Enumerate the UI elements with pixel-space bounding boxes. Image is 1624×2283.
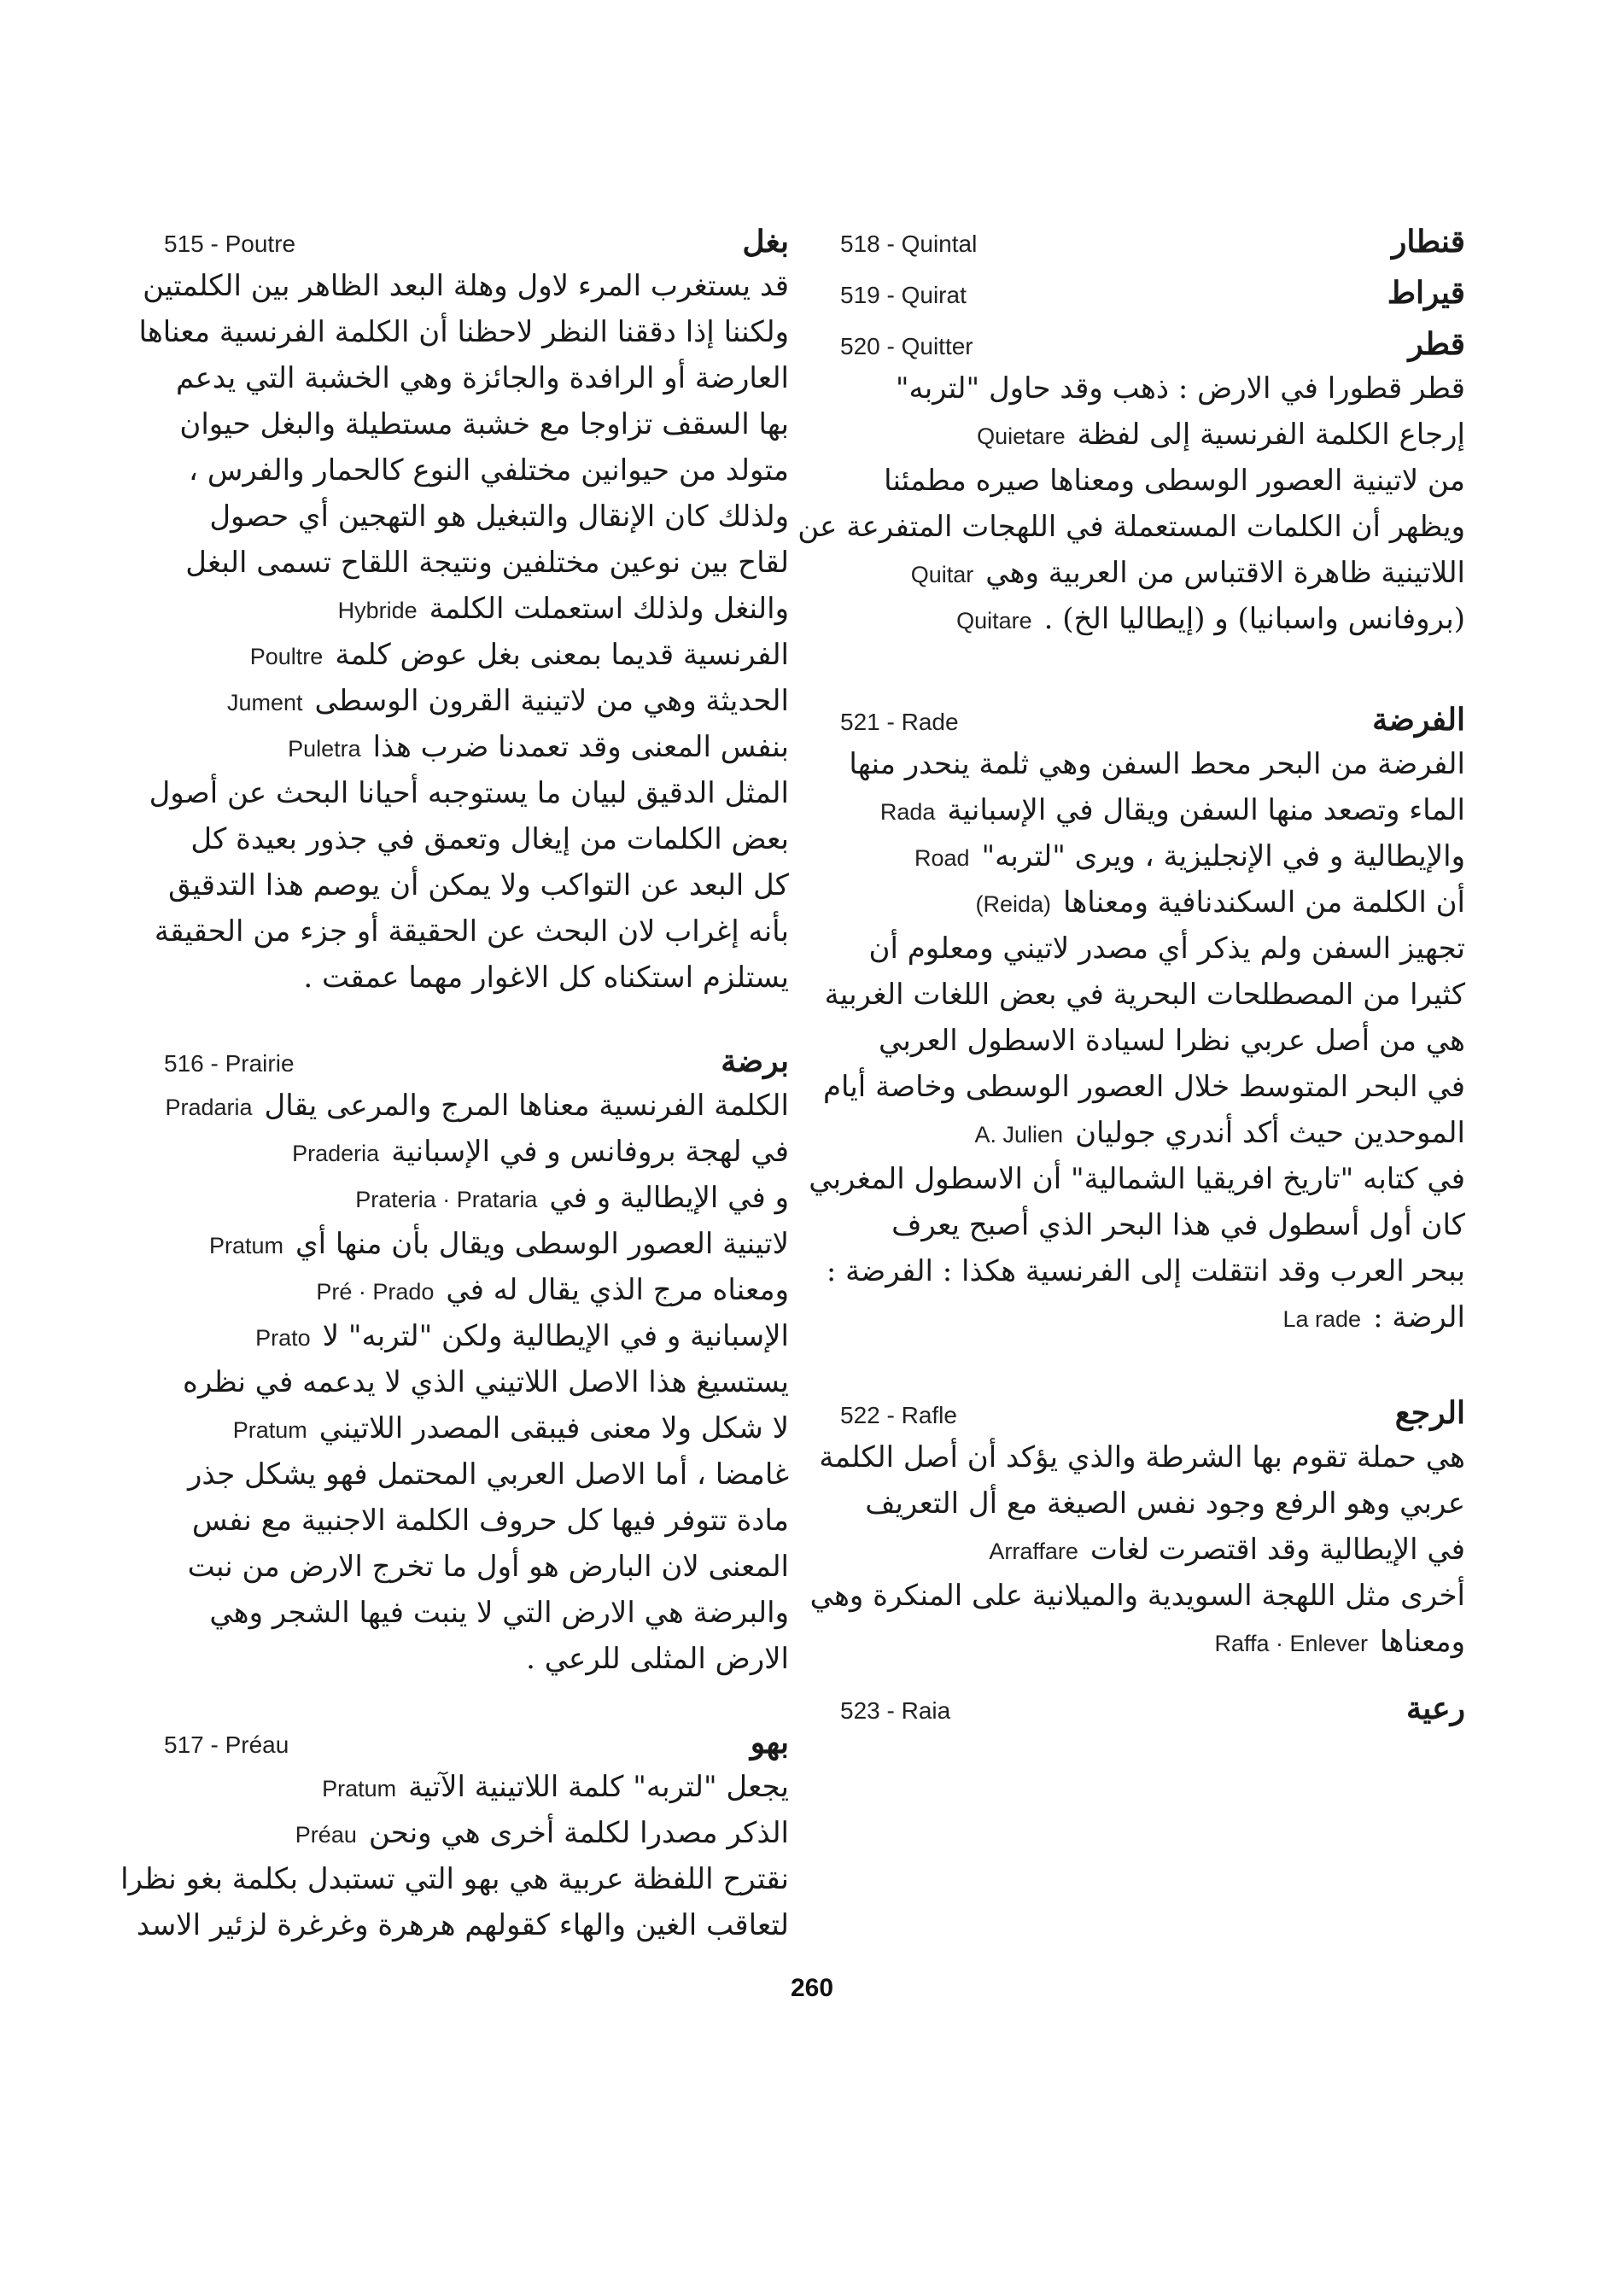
entry-text-line xyxy=(164,816,789,862)
latin-term: Poultre xyxy=(249,644,324,669)
entry-text-line xyxy=(164,1083,789,1129)
arabic-text: إرجاع الكلمة الفرنسية إلى لفظة xyxy=(1077,417,1465,452)
arabic-text: العارضة أو الرافدة والجائزة وهي الخشبة التي يدعم xyxy=(176,361,789,395)
arabic-text: هي حملة تقوم بها الشرطة والذي يؤكد أن أصل الكلمة xyxy=(819,1440,1465,1474)
entry-arabic-word: قيراط xyxy=(1387,275,1465,311)
latin-term: Quietare xyxy=(977,423,1066,449)
entry-header xyxy=(840,1690,1465,1730)
page-number: 260 xyxy=(790,1974,834,2002)
arabic-text: عربي وهو الرفع وجود نفس الصيغة مع أل التعريف xyxy=(865,1486,1465,1521)
entry-text-line xyxy=(164,1764,789,1810)
entry-text-line xyxy=(164,1129,789,1175)
arabic-text: ولذلك كان الإنقال والتبغيل هو التهجين أي حصول xyxy=(209,499,789,534)
latin-term: Rada xyxy=(879,799,936,825)
arabic-text: لقاح بين نوعين مختلفين ونتيجة اللقاح تسمى البغل xyxy=(185,546,789,580)
entry-text-line xyxy=(840,741,1465,787)
arabic-text: والنغل ولذلك استعملت الكلمة xyxy=(429,592,789,626)
entry-number: 519 - Quirat xyxy=(840,282,967,308)
arabic-text: بها السقف تزاوجا مع خشبة مستطيلة والبغل حيوان xyxy=(179,407,789,441)
latin-term: Quitar xyxy=(910,562,974,587)
entry-text-line xyxy=(164,586,789,632)
entry-text-line xyxy=(840,596,1465,642)
arabic-text: أن الكلمة من السكندنافية ومعناها xyxy=(1063,885,1465,920)
entry-header xyxy=(840,275,1465,314)
arabic-text: بأنه إغراب لان البحث عن الحقيقة أو جزء من الحقيقة xyxy=(154,914,789,949)
entry-text-line xyxy=(164,540,789,586)
latin-term: Prateria · Prataria xyxy=(355,1187,538,1212)
arabic-text: الحديثة وهي من لاتينية القرون الوسطى xyxy=(314,684,789,718)
entry-header xyxy=(840,326,1465,365)
entry-text-line xyxy=(164,401,789,447)
entry-text-line xyxy=(164,1359,789,1405)
arabic-text: في الإيطالية وقد اقتصرت لغات xyxy=(1089,1533,1465,1567)
latin-term: Prato xyxy=(255,1325,311,1351)
entry-text-line xyxy=(164,1810,789,1856)
arabic-text: المعنى لان البارض هو أول ما تخرج الارض من نبت xyxy=(187,1550,789,1584)
arabic-text: ببحر العرب وقد انتقلت إلى الفرنسية هكذا : الفرضة : xyxy=(826,1254,1465,1288)
dictionary-entry xyxy=(840,1690,1465,1730)
right-column xyxy=(797,224,1465,1730)
arabic-text: و في الإيطالية و في xyxy=(549,1181,789,1215)
entry-text-line xyxy=(164,678,789,724)
entry-text-line xyxy=(164,447,789,493)
entry-text-line xyxy=(164,1451,789,1498)
arabic-text: في البحر المتوسط خلال العصور الوسطى وخاصة أيام xyxy=(822,1070,1465,1104)
entry-text-line xyxy=(164,724,789,770)
entry-text-line xyxy=(824,972,1465,1018)
arabic-text: قد يستغرب المرء لاول وهلة البعد الظاهر بين الكلمتين xyxy=(143,269,789,303)
arabic-text: لا شكل ولا معنى فيبقى المصدر اللاتيني xyxy=(318,1411,789,1445)
latin-term: La rade xyxy=(1282,1306,1362,1332)
latin-term: Arraffare xyxy=(989,1539,1078,1564)
arabic-text: من لاتينية العصور الوسطى ومعناها صيره مطمئنا xyxy=(884,464,1465,498)
entry-text-line xyxy=(840,365,1465,412)
entry-number: 518 - Quintal xyxy=(840,231,978,257)
entry-text-line xyxy=(840,1018,1465,1064)
entry-text-line xyxy=(840,550,1465,596)
arabic-text: الإسبانية و في الإيطالية ولكن "لتربه" لا xyxy=(322,1319,789,1353)
entry-text-line xyxy=(138,309,789,355)
entry-text-line xyxy=(164,1590,789,1636)
arabic-text: الفرنسية قديما بمعنى بغل عوض كلمة xyxy=(335,638,789,672)
latin-term: Pré · Prado xyxy=(316,1279,435,1305)
entry-number: 521 - Rade xyxy=(840,709,959,735)
entry-text-line xyxy=(840,458,1465,504)
entry-text-line xyxy=(826,1248,1465,1294)
latin-term: Pradaria xyxy=(165,1095,253,1120)
entry-text-line xyxy=(136,1902,789,1948)
entry-arabic-word: الفرضة xyxy=(1372,702,1465,738)
latin-term: Puletra xyxy=(288,736,361,762)
arabic-text: ولكننا إذا دققنا النظر لاحظنا أن الكلمة الفرنسية معناها xyxy=(138,315,789,349)
dictionary-entry xyxy=(120,1725,789,1948)
dictionary-entry xyxy=(138,224,789,1001)
entry-text-line xyxy=(164,632,789,678)
entry-text-line xyxy=(164,1498,789,1544)
entry-text-line xyxy=(164,862,789,908)
arabic-text: والبرضة هي الارض التي لا ينبت فيها الشجر وهي xyxy=(209,1596,789,1630)
entry-text-line xyxy=(164,1267,789,1313)
entry-text-line xyxy=(819,1434,1465,1480)
arabic-text: متولد من حيوانين مختلفي النوع كالحمار والفرس ، xyxy=(189,453,789,488)
entry-arabic-word: بهو xyxy=(750,1725,789,1760)
entry-text-line xyxy=(164,1175,789,1221)
entry-text-line xyxy=(164,1636,789,1682)
latin-term: Pratum xyxy=(209,1233,284,1258)
entry-number: 522 - Rafle xyxy=(840,1402,957,1428)
entry-header xyxy=(164,1043,789,1083)
entry-text-line xyxy=(840,1294,1465,1340)
latin-term: Hybride xyxy=(337,598,418,623)
entry-arabic-word: قطر xyxy=(1408,326,1465,362)
entry-text-line xyxy=(164,493,789,540)
latin-term: Praderia xyxy=(292,1141,380,1166)
arabic-text: الكلمة الفرنسية معناها المرج والمرعى يقال xyxy=(264,1089,789,1123)
dictionary-entry xyxy=(797,326,1465,642)
entry-text-line xyxy=(120,1856,789,1902)
arabic-text: والإيطالية و في الإنجليزية ، ويرى "لتربه" xyxy=(981,839,1465,873)
entry-text-line xyxy=(840,1619,1465,1665)
entry-text-line xyxy=(840,879,1465,925)
entry-header xyxy=(840,224,1465,263)
arabic-text: الارض المثلى للرعي . xyxy=(526,1642,789,1676)
entry-text-line xyxy=(149,770,789,816)
arabic-text: يستسيغ هذا الاصل اللاتيني الذي لا يدعمه في نظره xyxy=(183,1365,789,1399)
arabic-text: أخرى مثل اللهجة السويدية والميلانية على المنكرة وهي xyxy=(809,1579,1465,1613)
left-column xyxy=(120,224,789,1948)
arabic-text: قطر قطورا في الارض : ذهب وقد حاول "لتربه" xyxy=(895,371,1465,406)
latin-term: Pratum xyxy=(322,1776,397,1801)
entry-arabic-word: برضة xyxy=(721,1043,789,1079)
arabic-text: هي من أصل عربي نظرا لسيادة الاسطول العربي xyxy=(878,1024,1465,1058)
dictionary-entry xyxy=(809,1395,1465,1665)
latin-term: (Reida) xyxy=(975,891,1051,917)
entry-text-line xyxy=(154,908,789,955)
entry-arabic-word: الرجع xyxy=(1394,1395,1465,1431)
entry-text-line xyxy=(797,504,1465,550)
arabic-text: الموحدين حيث أكد أندري جوليان xyxy=(1075,1116,1465,1150)
latin-term: Pratum xyxy=(232,1417,307,1443)
arabic-text: المثل الدقيق لبيان ما يستوجبه أحيانا البحث عن أصول xyxy=(149,776,789,810)
entry-text-line xyxy=(840,833,1465,879)
entry-text-line xyxy=(164,1544,789,1590)
arabic-text: نقترح اللفظة عربية هي بهو التي تستبدل بكلمة بغو نظرا xyxy=(120,1862,789,1896)
latin-term: Quitare xyxy=(956,608,1032,634)
arabic-text: يستلزم استكناه كل الاغوار مهما عمقت . xyxy=(303,960,789,995)
entry-text-line xyxy=(143,263,789,309)
entry-text-line xyxy=(840,412,1465,458)
latin-term: Jument xyxy=(226,690,303,715)
dictionary-entry xyxy=(164,1043,789,1682)
entry-text-line xyxy=(840,1527,1465,1573)
dictionary-entry xyxy=(809,702,1465,1340)
arabic-text: كثيرا من المصطلحات البحرية في بعض اللغات الغربية xyxy=(824,978,1465,1012)
entry-number: 517 - Préau xyxy=(164,1731,289,1758)
arabic-text: غامضا ، أما الاصل العربي المحتمل فهو يشكل جذر xyxy=(187,1457,789,1492)
arabic-text: في لهجة بروفانس و في الإسبانية xyxy=(391,1135,789,1169)
entry-text-line xyxy=(809,1573,1465,1619)
arabic-text: ومعناه مرج الذي يقال له في xyxy=(446,1273,789,1307)
entry-text-line xyxy=(840,1480,1465,1527)
dictionary-entry xyxy=(840,224,1465,263)
entry-number: 515 - Poutre xyxy=(164,231,296,257)
entry-text-line xyxy=(809,1156,1465,1202)
dictionary-entry xyxy=(840,275,1465,314)
entry-number: 523 - Raia xyxy=(840,1697,951,1724)
entry-number: 516 - Prairie xyxy=(164,1050,295,1077)
arabic-text: في كتابه "تاريخ افريقيا الشمالية" أن الاسطول المغربي xyxy=(809,1162,1465,1196)
entry-arabic-word: رعية xyxy=(1405,1690,1465,1726)
entry-text-line xyxy=(164,955,789,1001)
entry-text-line xyxy=(164,1405,789,1451)
arabic-text: لتعاقب الغين والهاء كقولهم هرهرة وغرغرة لزئير الاسد xyxy=(136,1908,789,1942)
entry-text-line xyxy=(164,1221,789,1267)
arabic-text: (بروفانس واسبانيا) و (إيطاليا الخ) . xyxy=(1043,602,1465,636)
arabic-text: الفرضة من البحر محط السفن وهي ثلمة ينحدر منها xyxy=(849,747,1465,781)
latin-term: A. Julien xyxy=(974,1122,1064,1147)
arabic-text: كل البعد عن التواكب ولا يمكن أن يوصم هذا التدقيق xyxy=(168,868,789,902)
entry-header xyxy=(164,224,789,263)
entry-text-line xyxy=(840,787,1465,833)
latin-term: Raffa · Enlever xyxy=(1214,1631,1369,1656)
entry-arabic-word: بغل xyxy=(742,224,789,260)
arabic-text: ويظهر أن الكلمات المستعملة في اللهجات المتفرعة عن xyxy=(797,510,1465,544)
entry-number: 520 - Quitter xyxy=(840,333,973,359)
entry-text-line xyxy=(840,1202,1465,1248)
arabic-text: الماء وتصعد منها السفن ويقال في الإسبانية xyxy=(947,793,1465,827)
arabic-text: اللاتينية ظاهرة الاقتباس من العربية وهي xyxy=(985,556,1465,590)
arabic-text: الذكر مصدرا لكلمة أخرى هي ونحن xyxy=(368,1816,789,1850)
entry-text-line xyxy=(840,1110,1465,1156)
entry-header xyxy=(164,1725,789,1764)
entry-arabic-word: قنطار xyxy=(1392,224,1465,260)
arabic-text: بعض الكلمات من إيغال وتعمق في جذور بعيدة كل xyxy=(190,822,789,856)
arabic-text: كان أول أسطول في هذا البحر الذي أصبح يعرف xyxy=(891,1208,1465,1242)
entry-text-line xyxy=(164,355,789,401)
arabic-text: لاتينية العصور الوسطى ويقال بأن منها أي xyxy=(295,1227,789,1261)
latin-term: Préau xyxy=(295,1822,357,1848)
arabic-text: بنفس المعنى وقد تعمدنا ضرب هذا xyxy=(372,730,789,764)
arabic-text: تجهيز السفن ولم يذكر أي مصدر لاتيني ومعلوم أن xyxy=(868,931,1465,966)
arabic-text: ومعناها xyxy=(1380,1625,1465,1659)
entry-header xyxy=(840,1395,1465,1434)
entry-text-line xyxy=(164,1313,789,1359)
arabic-text: مادة تتوفر فيها كل حروف الكلمة الاجنبية مع نفس xyxy=(191,1504,789,1538)
latin-term: Road xyxy=(914,845,970,871)
arabic-text: يجعل "لتربه" كلمة اللاتينية الآتية xyxy=(408,1770,789,1804)
entry-text-line xyxy=(822,1064,1465,1110)
arabic-text: الرضة : xyxy=(1373,1300,1465,1334)
entry-text-line xyxy=(840,925,1465,972)
entry-header xyxy=(840,702,1465,741)
